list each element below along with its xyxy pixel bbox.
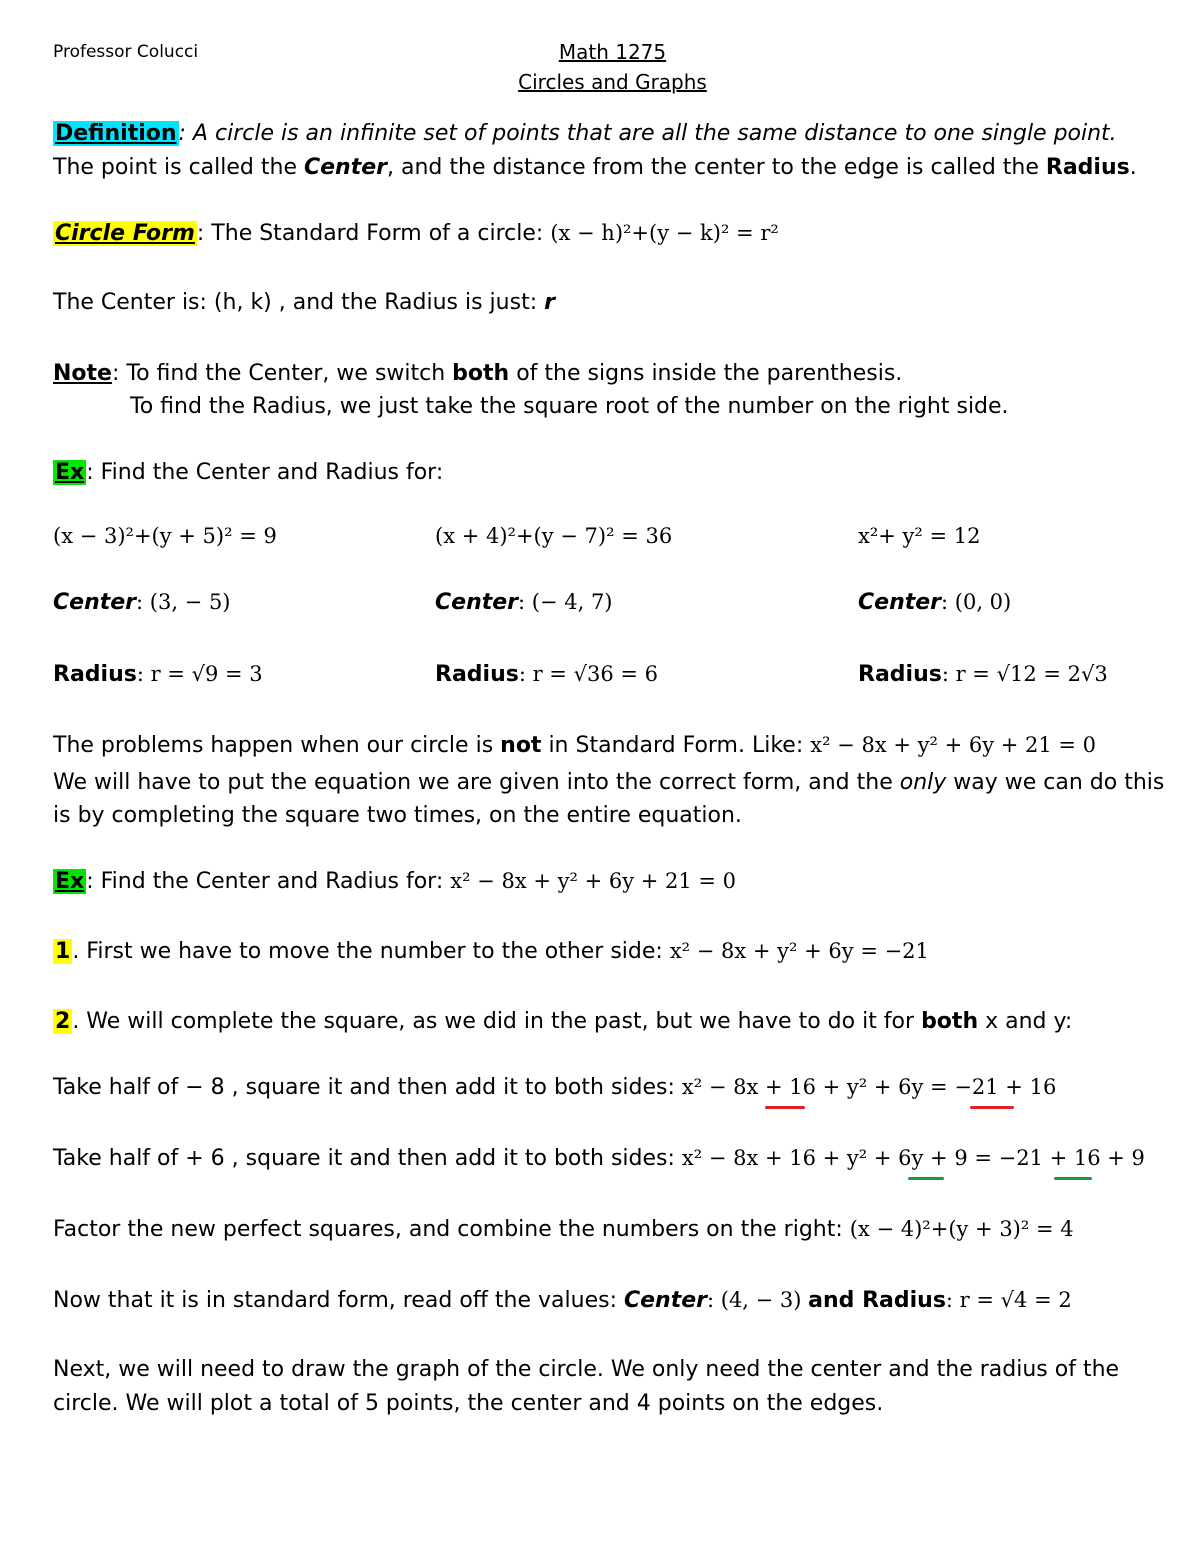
circle-form-text: : The Standard Form of a circle:	[196, 221, 551, 246]
readoff-radius-label: Radius	[854, 1288, 946, 1313]
center-radius-line	[53, 286, 555, 320]
readoff-center-value: : (4, − 3)	[707, 1288, 809, 1312]
step-2-number: 2	[55, 1009, 71, 1034]
step-2-text-b: x and y:	[978, 1009, 1073, 1034]
step-2-both: both	[921, 1009, 979, 1034]
center-value-1: : (3, − 5)	[136, 590, 231, 614]
note-label: Note	[53, 361, 112, 386]
note-line-2: To find the Radius, we just take the square root of the number on the right side.	[130, 394, 1009, 419]
example-2-line	[53, 864, 736, 899]
course-title: Math 1275	[558, 40, 667, 64]
definition-line-2	[53, 151, 1137, 185]
problems-text-1b: in Standard Form. Like:	[541, 733, 811, 758]
readoff-radius-value: : r = √4 = 2	[945, 1288, 1072, 1312]
problems-equation: x² − 8x + y² + 6y + 21 = 0	[810, 733, 1097, 757]
center-radius-text: The Center is: (h, k) , and the Radius is just:	[53, 290, 545, 315]
center-word: Center	[303, 155, 387, 180]
red-underline-right	[970, 1106, 1014, 1109]
circle-form-label: Circle Form	[55, 221, 195, 246]
radius-label: Radius	[858, 662, 942, 687]
note-text-1b: of the signs inside the parenthesis.	[509, 361, 903, 386]
example-center-1	[53, 590, 231, 615]
green-underline-right	[1054, 1177, 1092, 1180]
readoff-line	[53, 1283, 1072, 1318]
definition-text-2a: The point is called the	[53, 155, 304, 180]
next-line-2: circle. We will plot a total of 5 points, the center and 4 points on the edges.	[53, 1391, 884, 1416]
radius-value-3: : r = √12 = 2√3	[941, 662, 1108, 686]
example-2-text: : Find the Center and Radius for:	[86, 869, 451, 894]
readoff-center-label: Center	[623, 1288, 707, 1313]
half-y-equation: x² − 8x + 16 + y² + 6y + 9 = −21 + 16 + 9	[681, 1146, 1145, 1170]
example-2-label: Ex	[55, 869, 85, 894]
definition-line-1	[53, 117, 1117, 151]
half-x-line	[53, 1070, 1056, 1105]
example-1-label: Ex	[55, 460, 85, 485]
note-line-1	[53, 357, 902, 391]
readoff-and: and	[808, 1288, 855, 1313]
problems-line-1	[53, 728, 1096, 763]
problems-text-2b: way we can do this	[946, 770, 1165, 795]
readoff-text: Now that it is in standard form, read off the values:	[53, 1288, 624, 1313]
example-1-text: : Find the Center and Radius for:	[86, 460, 444, 485]
center-label: Center	[858, 590, 942, 615]
radius-label: Radius	[53, 662, 137, 687]
half-x-text: Take half of − 8 , square it and then add it to both sides:	[53, 1075, 682, 1100]
problems-not: not	[500, 733, 542, 758]
problems-text-2a: We will have to put the equation we are given into the correct form, and the	[53, 770, 900, 795]
half-y-text: Take half of + 6 , square it and then add it to both sides:	[53, 1146, 682, 1171]
step-1-number: 1	[55, 939, 71, 964]
example-radius-2	[435, 662, 658, 687]
half-x-equation: x² − 8x + 16 + y² + 6y = −21 + 16	[681, 1075, 1057, 1099]
radius-symbol: r	[544, 290, 555, 315]
definition-label: Definition	[55, 121, 177, 146]
step-2-line	[53, 1005, 1072, 1039]
green-underline-left	[908, 1177, 944, 1180]
problems-only: only	[899, 770, 947, 795]
radius-value-2: : r = √36 = 6	[518, 662, 658, 686]
half-y-line	[53, 1141, 1145, 1176]
topic-title: Circles and Graphs	[518, 70, 707, 94]
red-underline-left	[765, 1106, 805, 1109]
example-radius-1	[53, 662, 263, 687]
problems-line-2	[53, 766, 1164, 800]
professor-name: Professor Colucci	[53, 42, 199, 62]
radius-value-1: : r = √9 = 3	[136, 662, 263, 686]
factor-equation: (x − 4)²+(y + 3)² = 4	[849, 1217, 1074, 1241]
next-line-1: Next, we will need to draw the graph of the circle. We only need the center and the radius of the	[53, 1357, 1120, 1382]
factor-text: Factor the new perfect squares, and combine the numbers on the right:	[53, 1217, 850, 1242]
circle-form-line	[53, 216, 779, 251]
step-2-text-a: . We will complete the square, as we did in the past, but we have to do it for	[72, 1009, 922, 1034]
example-2-equation: x² − 8x + y² + 6y + 21 = 0	[450, 869, 737, 893]
problems-line-3: is by completing the square two times, on the entire equation.	[53, 803, 742, 828]
step-1-equation: x² − 8x + y² + 6y = −21	[669, 939, 929, 963]
center-label: Center	[53, 590, 137, 615]
example-equation-2: (x + 4)²+(y − 7)² = 36	[435, 524, 673, 548]
standard-form-formula: (x − h)²+(y − k)² = r²	[550, 221, 779, 245]
definition-text-1: : A circle is an infinite set of points that are all the same distance to one single point.	[178, 121, 1117, 146]
example-radius-3	[858, 662, 1108, 687]
factor-line	[53, 1212, 1074, 1247]
radius-label: Radius	[435, 662, 519, 687]
note-text-1a: : To find the Center, we switch	[111, 361, 453, 386]
example-center-3	[858, 590, 1011, 615]
center-value-3: : (0, 0)	[941, 590, 1012, 614]
example-1-line	[53, 456, 443, 490]
problems-text-1a: The problems happen when our circle is	[53, 733, 501, 758]
example-equation-1: (x − 3)²+(y + 5)² = 9	[53, 524, 277, 548]
example-equation-3: x²+ y² = 12	[858, 524, 981, 548]
definition-text-2b: , and the distance from the center to the edge is called the	[387, 155, 1046, 180]
example-center-2	[435, 590, 613, 615]
center-label: Center	[435, 590, 519, 615]
center-value-2: : (− 4, 7)	[518, 590, 613, 614]
step-1-line	[53, 934, 929, 969]
definition-text-2c: .	[1129, 155, 1137, 180]
step-1-text: . First we have to move the number to the other side:	[72, 939, 670, 964]
note-both: both	[452, 361, 510, 386]
radius-word: Radius	[1045, 155, 1130, 180]
